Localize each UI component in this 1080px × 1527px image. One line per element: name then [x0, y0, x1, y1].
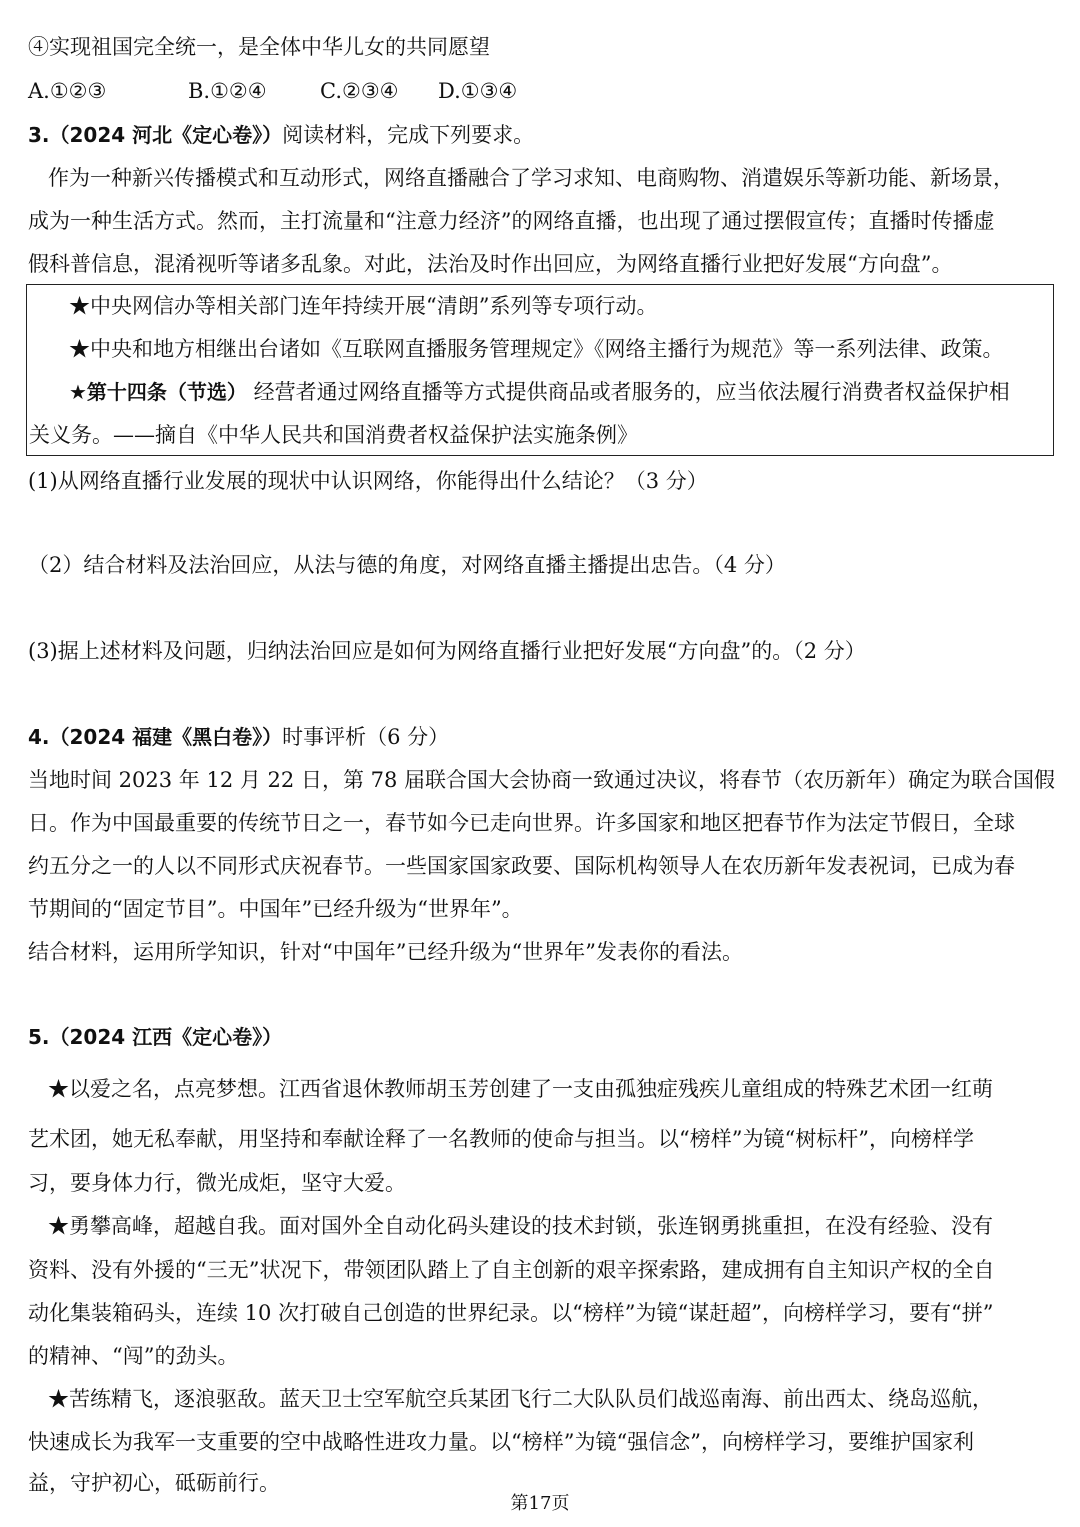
article-text: 经营者通过网络直播等方式提供商品或者服务的，应当依法履行消费者权益保护相 [246, 380, 1010, 404]
option-a: A.①②③ [28, 79, 107, 103]
q3-para-line: 假科普信息，混淆视听等诸多乱象。对此，法治及时作出回应，为网络直播行业把好发展“方向盘”。 [28, 252, 953, 276]
article-title: ★第十四条（节选） [69, 380, 247, 404]
q4-heading [28, 722, 449, 754]
q5-item-line: 动化集装箱码头，连续 10 次打破自己创造的世界纪录。以“榜样”为镜“谋赶超”，向榜样学习，要有“拼” [28, 1301, 994, 1325]
q2-statement-4: ④实现祖国完全统一，是全体中华儿女的共同愿望 [28, 35, 490, 59]
q3-heading-source: 3.（2024 河北《定心卷》） [28, 123, 283, 147]
box-line: 关义务。——摘自《中华人民共和国消费者权益保护法实施条例》 [29, 423, 638, 447]
q4-para-line: 约五分之一的人以不同形式庆祝春节。一些国家国家政要、国际机构领导人在农历新年发表祝词，已成为春 [28, 854, 1015, 878]
q5-heading [28, 1022, 282, 1054]
option-d: D.①③④ [438, 79, 518, 103]
q3-para-line: 作为一种新兴传播模式和互动形式，网络直播融合了学习求知、电商购物、消遣娱乐等新功能、新场景， [48, 166, 1014, 190]
q3-subquestion-3: (3)据上述材料及问题，归纳法治回应是如何为网络直播行业把好发展“方向盘”的。（2 分） [28, 639, 866, 663]
q5-item-line: ★苦练精飞，逐浪驱敌。蓝天卫士空军航空兵某团飞行二大队队员们战巡南海、前出西太、绕岛巡航， [48, 1387, 993, 1411]
q5-item-line: 艺术团，她无私奉献，用坚持和奉献诠释了一名教师的使命与担当。以“榜样”为镜“树标杆”，向榜样学 [28, 1127, 974, 1151]
q5-heading-source: 5.（2024 江西《定心卷》） [28, 1025, 283, 1049]
q4-heading-source: 4.（2024 福建《黑白卷》） [28, 725, 283, 749]
q5-item-line: 益，守护初心，砥砺前行。 [28, 1471, 280, 1495]
q3-subquestion-2: （2）结合材料及法治回应，从法与德的角度，对网络直播主播提出忠告。（4 分） [28, 553, 786, 577]
option-b: B.①②④ [188, 79, 267, 103]
q4-para-line: 当地时间 2023 年 12 月 22 日，第 78 届联合国大会协商一致通过决议，将春节（农历新年）确定为联合国假 [28, 768, 1056, 792]
q4-task: 结合材料，运用所学知识，针对“中国年”已经升级为“世界年”发表你的看法。 [28, 940, 743, 964]
box-line [69, 377, 1010, 409]
q5-item-line: 资料、没有外援的“三无”状况下，带领团队踏上了自主创新的艰辛探索路，建成拥有自主知识产权的全自 [28, 1258, 995, 1282]
option-c: C.②③④ [320, 79, 399, 103]
q5-item-line: 快速成长为我军一支重要的空中战略性进攻力量。以“榜样”为镜“强信念”，向榜样学习，要维护国家利 [28, 1430, 974, 1454]
page-number: 第17页 [510, 1493, 570, 1514]
q3-material-box [26, 284, 1054, 456]
q4-heading-instruction: 时事评析（6 分） [282, 725, 450, 749]
q3-subquestion-1: (1)从网络直播行业发展的现状中认识网络，你能得出什么结论？（3 分） [28, 469, 708, 493]
box-line: ★中央和地方相继出台诸如《互联网直播服务管理规定》《网络主播行为规范》等一系列法律、政策。 [69, 337, 1004, 361]
q3-heading-instruction: 阅读材料，完成下列要求。 [282, 123, 535, 147]
q4-para-line: 节期间的“固定节目”。中国年”已经升级为“世界年”。 [28, 897, 523, 921]
q5-item-line: 习，要身体力行，微光成炬，坚守大爱。 [28, 1171, 406, 1195]
q4-para-line: 日。作为中国最重要的传统节日之一，春节如今已走向世界。许多国家和地区把春节作为法定节假日，全球 [28, 811, 1015, 835]
q5-item-line: ★以爱之名，点亮梦想。江西省退休教师胡玉芳创建了一支由孤独症残疾儿童组成的特殊艺术团一红萌 [48, 1077, 993, 1101]
q3-para-line: 成为一种生活方式。然而，主打流量和“注意力经济”的网络直播，也出现了通过摆假宣传；直播时传播虚 [28, 209, 995, 233]
q3-heading [28, 120, 534, 152]
box-line: ★中央网信办等相关部门连年持续开展“清朗”系列等专项行动。 [69, 294, 658, 318]
q5-item-line: ★勇攀高峰，超越自我。面对国外全自动化码头建设的技术封锁，张连钢勇挑重担，在没有经验、没有 [48, 1214, 993, 1238]
q5-item-line: 的精神、“闯”的劲头。 [28, 1344, 239, 1368]
